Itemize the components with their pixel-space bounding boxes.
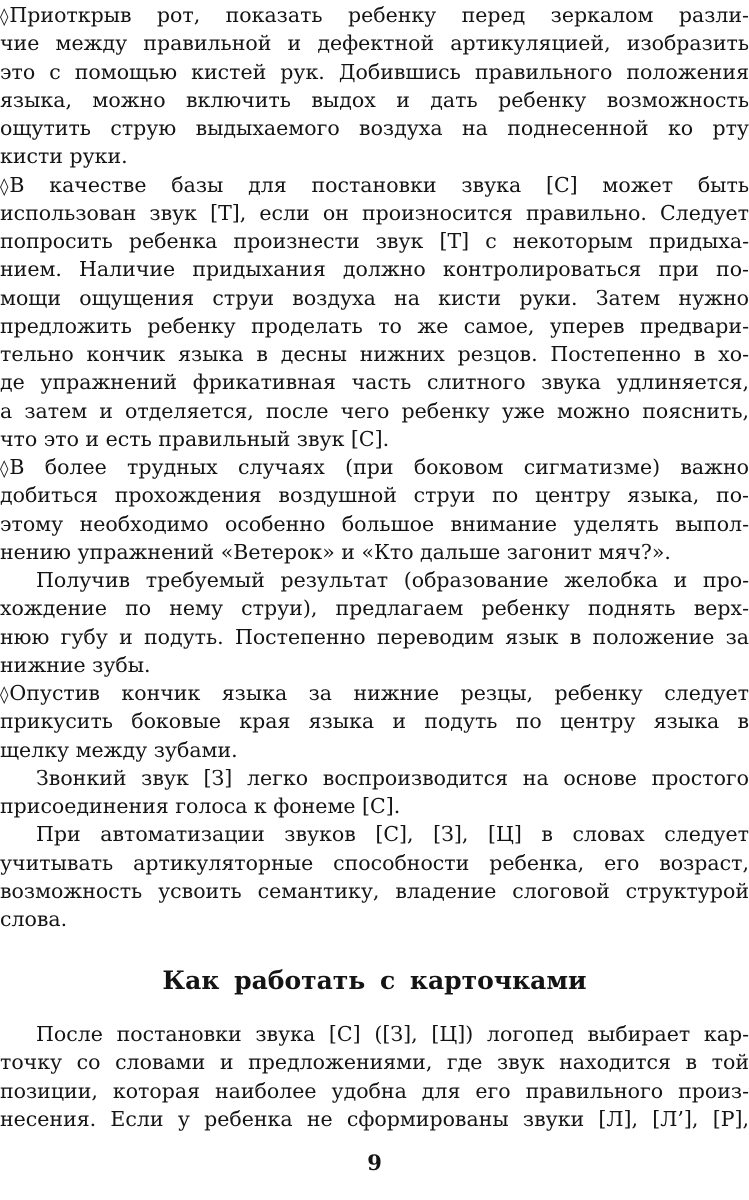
text-line xyxy=(0,763,749,793)
diamond-bullet-icon: ◊ xyxy=(0,176,9,197)
text-line xyxy=(0,904,749,934)
text-line xyxy=(0,1047,749,1077)
text-line xyxy=(0,480,749,510)
text-line-content: возможность усвоить семантику, владение слоговой структурой xyxy=(0,878,749,903)
text-line xyxy=(0,650,749,680)
diamond-bullet-icon: ◊ xyxy=(0,685,9,705)
text-line-content: Звонкий звук [З] легко воспроизводится на основе простого xyxy=(36,765,749,790)
text-line-content: это с помощью кистей рук. Добившись правильного положения xyxy=(0,59,749,84)
text-line xyxy=(0,848,749,878)
text-line-content: этому необходимо особенно большое внимание уделять выпол- xyxy=(0,511,749,536)
text-line-content: При автоматизации звуков [С], [З], [Ц] в словах следует xyxy=(36,822,749,847)
text-line xyxy=(0,283,749,313)
text-line xyxy=(0,170,749,200)
text-line-content: присоединения голоса к фонеме [С]. xyxy=(0,794,401,818)
text-line-content: нюю губу и подуть. Постепенно переводим язык в положение за xyxy=(0,624,749,649)
text-line-content: нием. Наличие придыхания должно контролироваться при по- xyxy=(0,257,749,282)
text-line xyxy=(0,1076,749,1106)
text-line-content: Получив требуемый результат (образование желобка и про- xyxy=(36,568,749,592)
text-line xyxy=(0,424,749,454)
text-line-content: предложить ребенку проделать то же самое, уперев предвари- xyxy=(0,313,749,338)
text-line-content: учитывать артикуляторные способности ребенка, его возраст, xyxy=(0,850,749,875)
text-line xyxy=(0,819,749,849)
text-line-content: кисти руки. xyxy=(0,144,128,169)
text-line xyxy=(0,311,749,341)
text-line xyxy=(0,791,749,821)
text-line xyxy=(0,57,749,87)
text-line-content: использован звук [Т], если он произносится правильно. Следует xyxy=(0,200,749,225)
text-line-content: ощутить струю выдыхаемого воздуха на поднесенной ко рту xyxy=(0,116,749,140)
text-line-content: щелку между зубами. xyxy=(0,737,238,762)
text-line-content: Опустив кончик языка за нижние резцы, ребенку следует xyxy=(9,681,749,705)
text-line xyxy=(0,735,749,765)
section-heading: Как работать с карточками xyxy=(162,966,587,995)
text-line-content: позиции, которая наиболее удобна для его правильного произ- xyxy=(0,1078,749,1103)
text-line-content: добиться прохождения воздушной струи по центру языка, по- xyxy=(0,483,749,508)
text-line-content: В качестве базы для постановки звука [С] может быть xyxy=(9,172,749,197)
diamond-bullet-icon: ◊ xyxy=(0,459,9,479)
text-line xyxy=(0,226,749,256)
text-line-content: языка, можно включить выдох и дать ребенку возможность xyxy=(0,87,749,112)
text-line xyxy=(0,565,749,595)
text-line xyxy=(0,593,749,623)
text-line xyxy=(0,1019,749,1049)
text-line xyxy=(0,0,749,30)
text-line-content: что это и есть правильный звук [С]. xyxy=(0,426,390,451)
text-line-content: слова. xyxy=(0,907,68,931)
text-line-content: де упражнений фрикативная часть слитного звука удлиняется, xyxy=(0,370,749,395)
text-line-content: тельно кончик языка в десны нижних резцов. Постепенно в хо- xyxy=(0,342,749,366)
text-line xyxy=(0,141,749,171)
text-line xyxy=(0,706,749,736)
text-line-content: несения. Если у ребенка не сформированы звуки [Л], [Л’], [Р], xyxy=(0,1106,749,1131)
text-line-content: прикусить боковые края языка и подуть по центру языка в xyxy=(0,709,749,734)
text-line xyxy=(0,339,749,369)
text-line xyxy=(0,452,749,482)
text-line xyxy=(0,1104,749,1134)
text-line-content: попросить ребенка произнести звук [Т] с некоторым придыха- xyxy=(0,229,749,253)
text-line xyxy=(0,876,749,906)
text-line xyxy=(0,254,749,284)
text-line-content: а затем и отделяется, после чего ребенку уже можно пояснить, xyxy=(0,398,749,423)
text-line-content: Приоткрыв рот, показать ребенку перед зеркалом разли- xyxy=(9,3,749,27)
text-line xyxy=(0,509,749,539)
page-number: 9 xyxy=(367,1150,382,1175)
text-line xyxy=(0,367,749,397)
text-line xyxy=(0,28,749,58)
text-line-content: После постановки звука [С] ([З], [Ц]) логопед выбирает кар- xyxy=(36,1022,749,1046)
diamond-bullet-icon: ◊ xyxy=(0,7,9,27)
text-line-content: мощи ощущения струи воздуха на кисти руки. Затем нужно xyxy=(0,285,749,310)
text-line xyxy=(0,537,749,567)
text-line xyxy=(0,678,749,708)
text-line xyxy=(0,396,749,426)
text-line xyxy=(0,198,749,228)
text-line xyxy=(0,113,749,143)
text-line-content: точку со словами и предложениями, где звук находится в той xyxy=(0,1050,749,1075)
text-line-content: хождение по нему струи), предлагаем ребенку поднять верх- xyxy=(0,596,749,621)
text-line-content: В более трудных случаях (при боковом сигматизме) важно xyxy=(9,455,749,479)
text-line-content: нижние зубы. xyxy=(0,652,151,677)
text-line xyxy=(0,622,749,652)
text-line-content: нению упражнений «Ветерок» и «Кто дальше загонит мяч?». xyxy=(0,539,671,564)
text-line-content: чие между правильной и дефектной артикуляцией, изобразить xyxy=(0,31,749,56)
text-line xyxy=(0,85,749,115)
